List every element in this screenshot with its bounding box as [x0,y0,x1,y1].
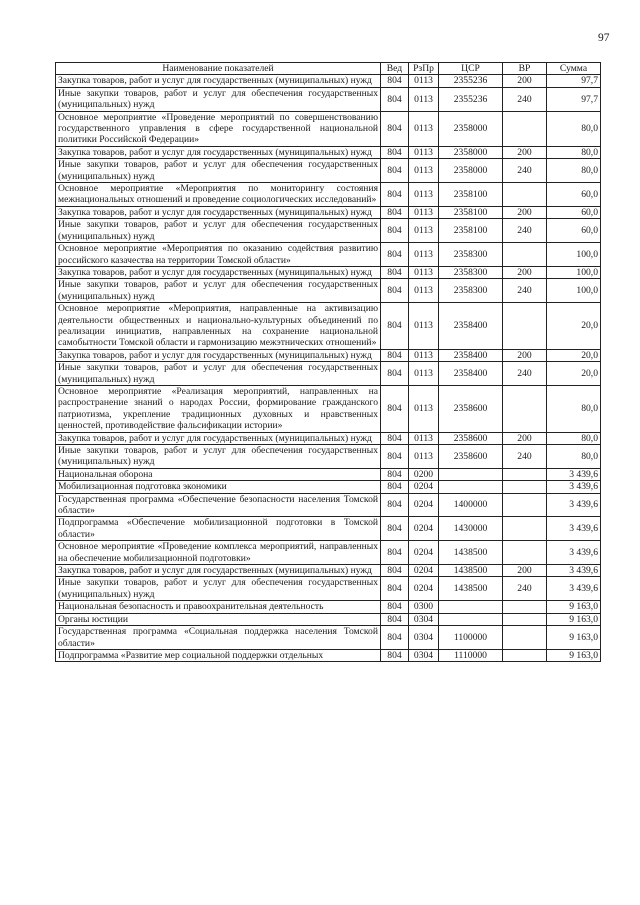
cell-ved: 804 [381,601,409,613]
table-row [56,541,601,565]
cell-ved: 804 [381,349,409,361]
cell-rzpr: 0204 [409,565,439,577]
cell-csr [439,468,503,480]
column-header-ved: Вед [381,63,409,75]
cell-sum: 9 163,0 [547,613,601,625]
cell-ved: 804 [381,649,409,661]
cell-sum: 80,0 [547,385,601,432]
cell-rzpr: 0204 [409,577,439,601]
cell-sum: 9 163,0 [547,649,601,661]
cell-rzpr: 0304 [409,649,439,661]
cell-sum: 3 439,6 [547,577,601,601]
cell-rzpr: 0113 [409,349,439,361]
cell-name: Основное мероприятие «Мероприятия, направленные на активизацию деятельности общественных и национально-культурных объединений по реализации инициатив, направленных на сохранение национальной самобытности Томской области и гармонизацию межэтнических отношений» [56,303,381,350]
cell-ved: 804 [381,493,409,517]
table-row [56,183,601,207]
cell-vr [503,183,547,207]
cell-vr: 200 [503,432,547,444]
cell-vr: 240 [503,577,547,601]
cell-vr: 240 [503,87,547,111]
column-header-sum: Сумма [547,63,601,75]
table-row [56,577,601,601]
cell-name: Иные закупки товаров, работ и услуг для обеспечения государственных (муниципальных) нужд [56,87,381,111]
cell-rzpr: 0304 [409,626,439,650]
cell-name: Основное мероприятие «Проведение мероприятий по совершенствованию государственного управления в сфере государственной национальной политики Российской Федерации» [56,111,381,146]
cell-ved: 804 [381,432,409,444]
cell-sum: 3 439,6 [547,468,601,480]
cell-sum: 60,0 [547,219,601,243]
cell-rzpr: 0113 [409,87,439,111]
cell-csr: 2355236 [439,75,503,87]
cell-vr [503,385,547,432]
cell-rzpr: 0113 [409,219,439,243]
cell-csr: 2358300 [439,266,503,278]
table-row [56,517,601,541]
cell-vr [503,601,547,613]
cell-name: Государственная программа «Обеспечение безопасности населения Томской области» [56,493,381,517]
column-header-rzpr: РзПр [409,63,439,75]
cell-name: Закупка товаров, работ и услуг для государственных (муниципальных) нужд [56,565,381,577]
cell-name: Закупка товаров, работ и услуг для государственных (муниципальных) нужд [56,349,381,361]
cell-csr: 2358100 [439,206,503,218]
cell-rzpr: 0113 [409,206,439,218]
cell-rzpr: 0113 [409,362,439,386]
cell-csr: 1438500 [439,565,503,577]
cell-vr: 200 [503,206,547,218]
cell-rzpr: 0204 [409,517,439,541]
cell-rzpr: 0113 [409,183,439,207]
cell-ved: 804 [381,517,409,541]
cell-name: Основное мероприятие «Мероприятия по оказанию содействия развитию российского казачества на территории Томской области» [56,243,381,267]
cell-rzpr: 0113 [409,385,439,432]
cell-sum: 9 163,0 [547,601,601,613]
cell-vr [503,303,547,350]
cell-sum: 97,7 [547,75,601,87]
cell-sum: 97,7 [547,87,601,111]
cell-ved: 804 [381,385,409,432]
cell-csr: 2358600 [439,445,503,469]
cell-vr [503,649,547,661]
table-row [56,75,601,87]
cell-ved: 804 [381,577,409,601]
cell-csr: 1430000 [439,517,503,541]
cell-ved: 804 [381,111,409,146]
cell-ved: 804 [381,362,409,386]
cell-name: Иные закупки товаров, работ и услуг для обеспечения государственных (муниципальных) нужд [56,219,381,243]
cell-name: Закупка товаров, работ и услуг для государственных (муниципальных) нужд [56,266,381,278]
cell-csr: 2358400 [439,362,503,386]
cell-vr: 200 [503,565,547,577]
cell-csr: 2358300 [439,243,503,267]
table-row [56,493,601,517]
cell-name: Национальная безопасность и правоохранительная деятельность [56,601,381,613]
cell-vr [503,517,547,541]
cell-sum: 80,0 [547,445,601,469]
cell-sum: 100,0 [547,279,601,303]
cell-sum: 3 439,6 [547,541,601,565]
cell-sum: 100,0 [547,266,601,278]
table-row [56,206,601,218]
cell-sum: 100,0 [547,243,601,267]
cell-csr: 2358400 [439,349,503,361]
cell-rzpr: 0113 [409,159,439,183]
cell-csr: 1438500 [439,541,503,565]
table-row [56,219,601,243]
cell-ved: 804 [381,87,409,111]
table-row [56,481,601,493]
cell-name: Иные закупки товаров, работ и услуг для обеспечения государственных (муниципальных) нужд [56,159,381,183]
cell-rzpr: 0304 [409,613,439,625]
cell-rzpr: 0113 [409,243,439,267]
cell-ved: 804 [381,206,409,218]
table-row [56,303,601,350]
table-header [56,63,601,75]
table-row [56,432,601,444]
cell-sum: 80,0 [547,146,601,158]
cell-rzpr: 0113 [409,445,439,469]
table-row [56,601,601,613]
cell-name: Подпрограмма «Развитие мер социальной поддержки отдельных [56,649,381,661]
table-row [56,626,601,650]
cell-vr: 240 [503,219,547,243]
cell-csr: 2358600 [439,432,503,444]
table-row [56,87,601,111]
cell-sum: 9 163,0 [547,626,601,650]
cell-sum: 20,0 [547,303,601,350]
cell-name: Основное мероприятие «Проведение комплекса мероприятий, направленных на обеспечение мобилизационной подготовки» [56,541,381,565]
cell-rzpr: 0204 [409,493,439,517]
budget-table [55,62,601,662]
cell-name: Иные закупки товаров, работ и услуг для обеспечения государственных (муниципальных) нужд [56,362,381,386]
cell-ved: 804 [381,303,409,350]
table-row [56,266,601,278]
cell-sum: 20,0 [547,362,601,386]
cell-name: Основное мероприятие «Реализация мероприятий, направленных на распространение знаний о народах России, формирование гражданского патриотизма, укрепление традиционных духовных и нравственных ценностей, противодействие фальсификации истории» [56,385,381,432]
cell-vr: 240 [503,445,547,469]
header-row [56,63,601,75]
cell-vr: 240 [503,159,547,183]
cell-sum: 80,0 [547,159,601,183]
cell-ved: 804 [381,279,409,303]
table-row [56,468,601,480]
cell-csr: 2358600 [439,385,503,432]
cell-name: Иные закупки товаров, работ и услуг для обеспечения государственных (муниципальных) нужд [56,577,381,601]
table-row [56,362,601,386]
table-row [56,385,601,432]
cell-vr [503,613,547,625]
cell-ved: 804 [381,445,409,469]
cell-vr [503,541,547,565]
cell-sum: 60,0 [547,183,601,207]
cell-rzpr: 0204 [409,541,439,565]
cell-csr [439,481,503,493]
column-header-csr: ЦСР [439,63,503,75]
cell-csr: 2358300 [439,279,503,303]
cell-csr [439,601,503,613]
cell-name: Национальная оборона [56,468,381,480]
cell-name: Закупка товаров, работ и услуг для государственных (муниципальных) нужд [56,432,381,444]
table-row [56,613,601,625]
cell-rzpr: 0113 [409,111,439,146]
cell-csr: 2358000 [439,146,503,158]
cell-ved: 804 [381,266,409,278]
cell-csr: 1100000 [439,626,503,650]
cell-rzpr: 0200 [409,468,439,480]
cell-ved: 804 [381,75,409,87]
cell-rzpr: 0300 [409,601,439,613]
cell-rzpr: 0204 [409,481,439,493]
table-row [56,111,601,146]
column-header-vr: ВР [503,63,547,75]
cell-csr: 2358000 [439,159,503,183]
cell-name: Закупка товаров, работ и услуг для государственных (муниципальных) нужд [56,75,381,87]
cell-name: Подпрограмма «Обеспечение мобилизационной подготовки в Томской области» [56,517,381,541]
table-row [56,349,601,361]
cell-name: Мобилизационная подготовка экономики [56,481,381,493]
cell-csr: 1110000 [439,649,503,661]
cell-csr: 1400000 [439,493,503,517]
cell-sum: 3 439,6 [547,493,601,517]
table-row [56,445,601,469]
cell-name: Закупка товаров, работ и услуг для государственных (муниципальных) нужд [56,146,381,158]
cell-vr: 200 [503,75,547,87]
cell-csr: 2358400 [439,303,503,350]
table-row [56,279,601,303]
cell-csr: 2358000 [439,111,503,146]
cell-name: Основное мероприятие «Мероприятия по мониторингу состояния межнациональных отношений и проведение социологических исследований» [56,183,381,207]
cell-ved: 804 [381,183,409,207]
cell-ved: 804 [381,219,409,243]
cell-name: Органы юстиции [56,613,381,625]
cell-vr: 200 [503,266,547,278]
page-number: 97 [598,32,610,44]
cell-ved: 804 [381,481,409,493]
cell-rzpr: 0113 [409,146,439,158]
cell-sum: 3 439,6 [547,565,601,577]
cell-rzpr: 0113 [409,303,439,350]
table-row [56,159,601,183]
cell-ved: 804 [381,468,409,480]
table-row [56,146,601,158]
cell-name: Государственная программа «Социальная поддержка населения Томской области» [56,626,381,650]
cell-ved: 804 [381,565,409,577]
cell-vr [503,243,547,267]
cell-rzpr: 0113 [409,266,439,278]
cell-csr: 1438500 [439,577,503,601]
cell-sum: 60,0 [547,206,601,218]
cell-vr [503,481,547,493]
cell-ved: 804 [381,613,409,625]
cell-sum: 80,0 [547,432,601,444]
cell-csr: 2358100 [439,183,503,207]
cell-name: Иные закупки товаров, работ и услуг для обеспечения государственных (муниципальных) нужд [56,445,381,469]
cell-sum: 3 439,6 [547,481,601,493]
column-header-name: Наименование показателей [56,63,381,75]
cell-ved: 804 [381,146,409,158]
cell-ved: 804 [381,159,409,183]
cell-name: Закупка товаров, работ и услуг для государственных (муниципальных) нужд [56,206,381,218]
cell-rzpr: 0113 [409,279,439,303]
cell-ved: 804 [381,626,409,650]
table-row [56,565,601,577]
cell-vr: 240 [503,362,547,386]
cell-vr [503,493,547,517]
cell-ved: 804 [381,243,409,267]
table-row [56,243,601,267]
cell-vr: 240 [503,279,547,303]
table-body [56,75,601,662]
cell-rzpr: 0113 [409,432,439,444]
table-row [56,649,601,661]
cell-vr: 200 [503,349,547,361]
cell-csr: 2355236 [439,87,503,111]
cell-name: Иные закупки товаров, работ и услуг для обеспечения государственных (муниципальных) нужд [56,279,381,303]
cell-csr: 2358100 [439,219,503,243]
cell-sum: 20,0 [547,349,601,361]
cell-ved: 804 [381,541,409,565]
cell-csr [439,613,503,625]
cell-sum: 3 439,6 [547,517,601,541]
cell-sum: 80,0 [547,111,601,146]
cell-vr [503,626,547,650]
cell-rzpr: 0113 [409,75,439,87]
cell-vr [503,468,547,480]
cell-vr: 200 [503,146,547,158]
cell-vr [503,111,547,146]
